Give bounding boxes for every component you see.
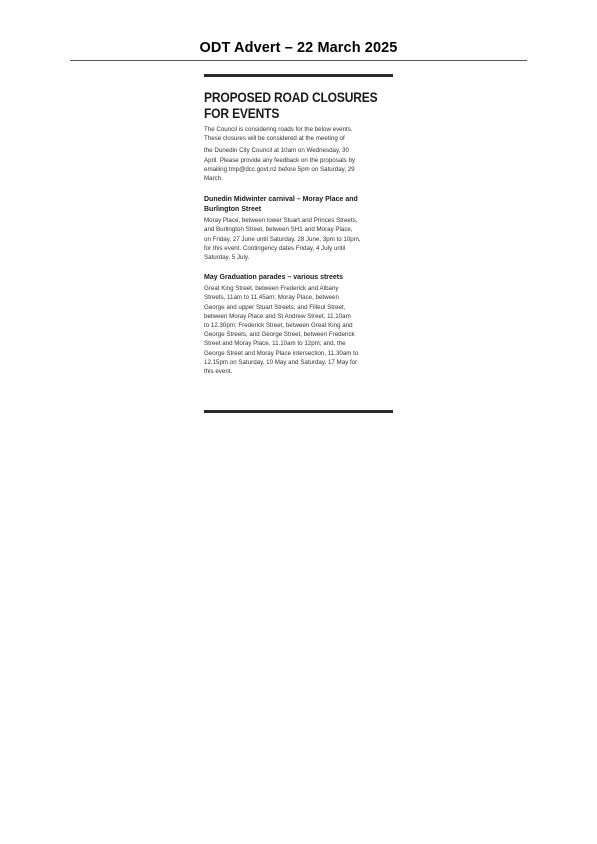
body-line: Moray Place, between lower Stuart and Princes Streets, bbox=[204, 217, 358, 225]
body-line: for this event. Contingency dates Friday, 4 July until bbox=[204, 244, 346, 252]
section-heading-line: May Graduation parades – various streets bbox=[204, 272, 344, 282]
section-heading-line: Dunedin Midwinter carnival – Moray Place and bbox=[204, 194, 358, 204]
body-line: and Burlington Street, between SH1 and Moray Place, bbox=[204, 226, 353, 234]
body-line: 12.15pm on Saturday, 10 May and Saturday, 17 May for bbox=[204, 358, 358, 366]
body-line: on Friday, 27 June until Saturday, 28 June, 3pm to 10pm, bbox=[204, 235, 361, 243]
section-graduation-parades bbox=[204, 272, 393, 376]
section-body bbox=[204, 216, 393, 262]
intro-line: These closures will be considered at the meeting of bbox=[204, 135, 345, 143]
advert-title bbox=[204, 90, 393, 121]
body-line: George Streets, and George Street, between Frederick bbox=[204, 331, 355, 339]
section-heading-line: Burlington Street bbox=[204, 204, 262, 214]
body-line: between Moray Place and St Andrew Street, 11.10am bbox=[204, 312, 351, 320]
advert-intro bbox=[204, 125, 393, 183]
body-line: Saturday, 5 July. bbox=[204, 254, 250, 262]
intro-line: the Dunedin City Council at 10am on Wednesday, 30 bbox=[204, 147, 349, 155]
advert-title-line: FOR EVENTS bbox=[204, 104, 280, 121]
section-midwinter-carnival bbox=[204, 194, 393, 262]
body-line: Great King Street, between Frederick and Albany bbox=[204, 285, 339, 293]
intro-line: April. Please provide any feedback on the proposals by bbox=[204, 156, 355, 164]
intro-line: emailing tmp@dcc.govt.nz before 5pm on Saturday, 29 bbox=[204, 165, 355, 173]
body-line: to 12.30pm; Frederick Street, between Great King and bbox=[204, 322, 353, 330]
section-body bbox=[204, 284, 393, 376]
advert-bottom-rule bbox=[204, 410, 393, 413]
body-line: George Street and Moray Place intersection, 11.30am to bbox=[204, 349, 359, 357]
road-closure-advert bbox=[204, 74, 393, 376]
body-line: this event. bbox=[204, 368, 233, 376]
intro-line: The Council is considering roads for the below events. bbox=[204, 126, 353, 133]
advert-title-line: PROPOSED ROAD CLOSURES bbox=[204, 89, 378, 105]
body-line: George and upper Stuart Streets, and Filleul Street, bbox=[204, 303, 346, 311]
page-header: ODT Advert – 22 March 2025 bbox=[199, 40, 398, 56]
advert-top-rule bbox=[204, 74, 393, 77]
section-heading bbox=[204, 194, 393, 214]
body-line: Street and Moray Place, 11.10am to 12pm; and, the bbox=[204, 340, 346, 348]
header-divider bbox=[70, 60, 527, 61]
intro-line: March. bbox=[204, 175, 223, 183]
section-heading bbox=[204, 272, 393, 282]
body-line: Streets, 11am to 11.45am; Moray Place, between bbox=[204, 294, 339, 302]
